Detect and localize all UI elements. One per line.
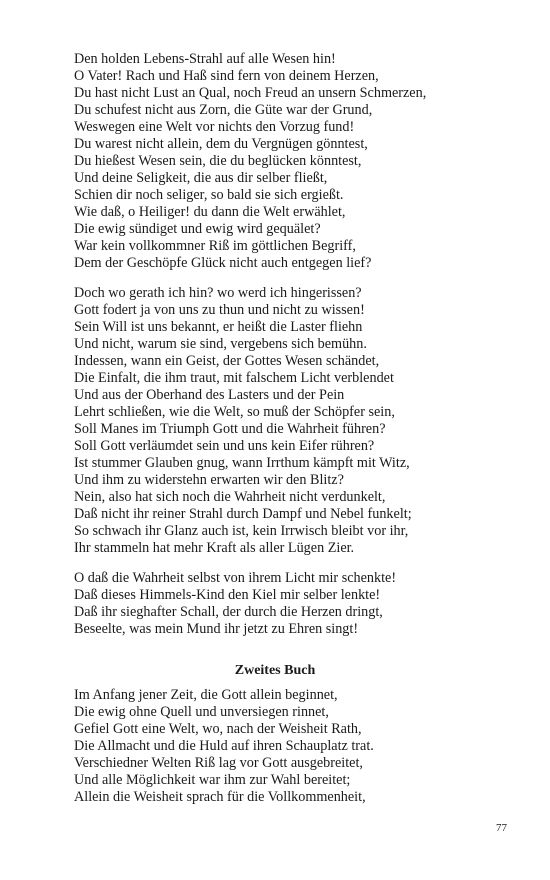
- verse-line: Verschiedner Welten Riß lag vor Gott ausgebreitet,: [74, 755, 363, 771]
- verse-line: Gefiel Gott eine Welt, wo, nach der Weisheit Rath,: [74, 721, 362, 737]
- verse-line: Daß nicht ihr reiner Strahl durch Dampf und Nebel funkelt;: [74, 506, 412, 522]
- section-heading: Zweites Buch: [234, 663, 316, 678]
- verse-line: Indessen, wann ein Geist, der Gottes Wesen schändet,: [74, 353, 380, 369]
- verse-line: Den holden Lebens-Strahl auf alle Wesen hin!: [74, 51, 336, 67]
- verse-line: Die Einfalt, die ihm traut, mit falschem Licht verblendet: [74, 370, 394, 386]
- verse-line: War kein vollkommner Riß im göttlichen Begriff,: [74, 238, 356, 254]
- verse-line: Beseelte, was mein Mund ihr jetzt zu Ehren singt!: [74, 621, 359, 637]
- verse-line: Gott fodert ja von uns zu thun und nicht zu wissen!: [74, 302, 365, 318]
- verse-line: O daß die Wahrheit selbst von ihrem Licht mir schenkte!: [74, 570, 397, 586]
- verse-line: Soll Manes im Triumph Gott und die Wahrheit führen?: [74, 421, 386, 437]
- verse-line: Die ewig ohne Quell und unversiegen rinnet,: [74, 704, 329, 720]
- page-number: 77: [496, 822, 507, 834]
- verse-line: Die Allmacht und die Huld auf ihren Schauplatz trat.: [74, 738, 374, 754]
- verse-line: Und ihm zu widerstehn erwarten wir den Blitz?: [74, 472, 344, 488]
- verse-line: So schwach ihr Glanz auch ist, kein Irrwisch bleibt vor ihr,: [74, 523, 409, 539]
- verse-line: Sein Will ist uns bekannt, er heißt die Laster fliehn: [74, 319, 363, 335]
- stanza: [74, 51, 494, 272]
- verse-line: Du hast nicht Lust an Qual, noch Freud an unsern Schmerzen,: [74, 85, 427, 101]
- verse-line: Und nicht, warum sie sind, vergebens sich bemühn.: [74, 336, 367, 352]
- stanza: [74, 285, 494, 557]
- verse-line: Doch wo gerath ich hin? wo werd ich hingerissen?: [74, 285, 362, 301]
- verse-line: Daß dieses Himmels-Kind den Kiel mir selber lenkte!: [74, 587, 381, 603]
- verse-line: Weswegen eine Welt vor nichts den Vorzug fund!: [74, 119, 355, 135]
- verse-line: O Vater! Rach und Haß sind fern von deinem Herzen,: [74, 68, 379, 84]
- stanza: [74, 687, 494, 806]
- verse-line: Wie daß, o Heiliger! du dann die Welt erwählet,: [74, 204, 346, 220]
- verse-line: Schien dir noch seliger, so bald sie sich ergießt.: [74, 187, 344, 203]
- verse-line: Dem der Geschöpfe Glück nicht auch entgegen lief?: [74, 255, 372, 271]
- verse-line: Du schufest nicht aus Zorn, die Güte war der Grund,: [74, 102, 373, 118]
- verse-line: Ist stummer Glauben gnug, wann Irrthum kämpft mit Witz,: [74, 455, 410, 471]
- verse-line: Du warest nicht allein, dem du Vergnügen gönntest,: [74, 136, 368, 152]
- verse-line: Und aus der Oberhand des Lasters und der Pein: [74, 387, 345, 403]
- verse-line: Im Anfang jener Zeit, die Gott allein beginnet,: [74, 687, 338, 703]
- verse-line: Daß ihr sieghafter Schall, der durch die Herzen dringt,: [74, 604, 383, 620]
- verse-line: Lehrt schließen, wie die Welt, so muß der Schöpfer sein,: [74, 404, 395, 420]
- stanza: [74, 570, 494, 638]
- verse-line: Und deine Seligkeit, die aus dir selber fließt,: [74, 170, 328, 186]
- verse-line: Allein die Weisheit sprach für die Vollkommenheit,: [74, 789, 366, 805]
- verse-line: Die ewig sündiget und ewig wird gequälet?: [74, 221, 321, 237]
- verse-line: Nein, also hat sich noch die Wahrheit nicht verdunkelt,: [74, 489, 386, 505]
- verse-line: Soll Gott verläumdet sein und uns kein Eifer rühren?: [74, 438, 375, 454]
- verse-line: Und alle Möglichkeit war ihm zur Wahl bereitet;: [74, 772, 351, 788]
- verse-line: Du hießest Wesen sein, die du beglücken könntest,: [74, 153, 362, 169]
- verse-line: Ihr stammeln hat mehr Kraft als aller Lügen Zier.: [74, 540, 355, 556]
